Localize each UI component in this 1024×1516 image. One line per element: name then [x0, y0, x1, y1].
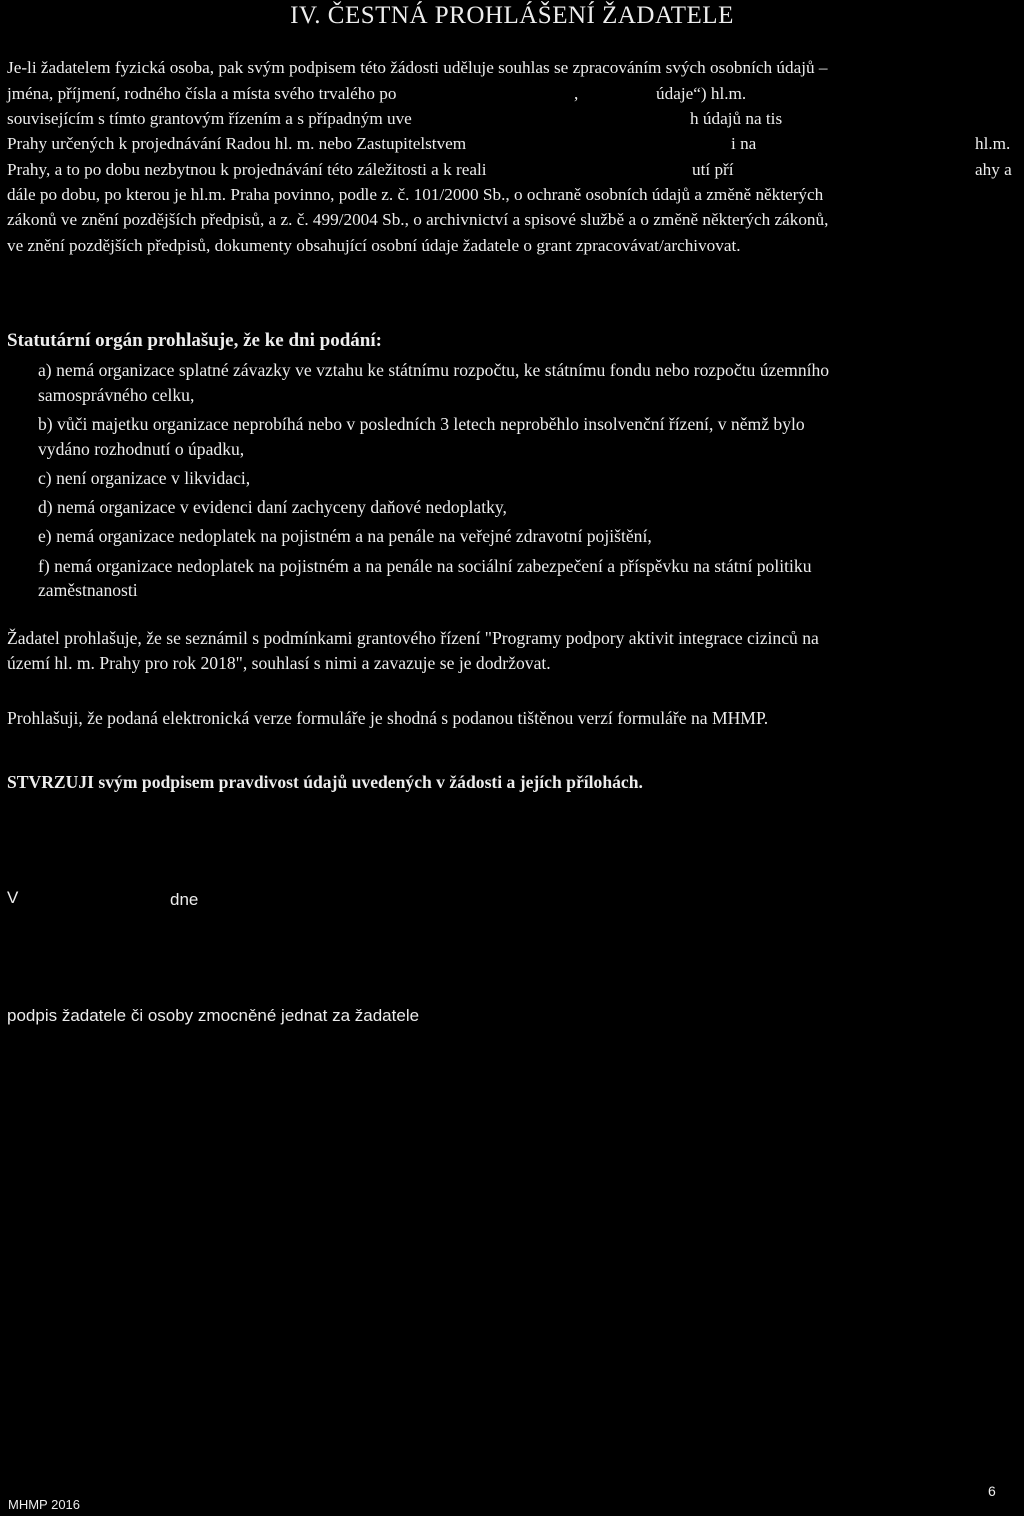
consent-line-3-part-1: souvisejícím s tímto grantovým řízením a s případným uve — [7, 109, 412, 128]
consent-line-4 — [7, 134, 1017, 156]
page-number: 6 — [988, 1483, 996, 1499]
date-label: dne — [170, 890, 199, 909]
confirmation-statement: STVRZUJI svým podpisem pravdivost údajů uvedených v žádosti a jejích přílohách. — [7, 772, 643, 792]
consent-line-5-part-3: ahy a — [975, 160, 1012, 179]
section-title: IV. ČESTNÁ PROHLÁŠENÍ ŽADATELE — [290, 2, 734, 29]
statutory-item-f: f) nemá organizace nedoplatek na pojistném a na penále na sociální zabezpečení a příspěvku na státní politiku — [38, 556, 812, 576]
applicant-declaration-line-2: území hl. m. Prahy pro rok 2018", souhlasí s nimi a zavazuje se je dodržovat. — [7, 653, 551, 673]
consent-line-4-part-3: hl.m. — [975, 134, 1011, 153]
consent-line-2-part-3: údaje“) hl.m. — [656, 84, 747, 103]
consent-line-5-part-2: utí pří — [692, 160, 734, 179]
consent-line-2-part-2: , — [574, 84, 579, 103]
statutory-item-a-cont: samosprávného celku, — [38, 385, 195, 405]
statutory-item-f-cont: zaměstnanosti — [38, 580, 138, 600]
signature-label: podpis žadatele či osoby zmocněné jednat za žadatele — [7, 1006, 420, 1025]
consent-line-8: ve znění pozdějších předpisů, dokumenty obsahující osobní údaje žadatele o grant zpracovávat/archivovat. — [7, 236, 741, 255]
consent-line-5-part-1: Prahy, a to po dobu nezbytnou k projednávání této záležitosti a k reali — [7, 160, 487, 179]
consent-line-3 — [7, 109, 1017, 131]
footer-label: MHMP 2016 — [8, 1497, 81, 1512]
consent-line-4-part-2: i na — [731, 134, 757, 153]
statutory-item-e: e) nemá organizace nedoplatek na pojistném a na penále na veřejné zdravotní pojištění, — [38, 526, 652, 546]
consent-line-2-part-1: jména, příjmení, rodného čísla a místa svého trvalého po — [7, 84, 397, 103]
consent-line-6: dále po dobu, po kterou je hl.m. Praha povinno, podle z. č. 101/2000 Sb., o ochraně osobních údajů a změně některých — [7, 185, 824, 204]
consent-line-2 — [7, 84, 1017, 106]
consent-line-5 — [7, 160, 1017, 182]
statutory-item-b: b) vůči majetku organizace neprobíhá nebo v posledních 3 letech neproběhlo insolvenční řízení, v němž bylo — [38, 414, 805, 434]
consent-line-1: Je-li žadatelem fyzická osoba, pak svým podpisem této žádosti uděluje souhlas se zpracováním svých osobních údajů – — [7, 58, 828, 77]
applicant-declaration-line-1: Žadatel prohlašuje, že se seznámil s podmínkami grantového řízení "Programy podpory aktivit integrace cizinců na — [7, 628, 819, 648]
consent-line-3-part-2: h údajů na tis — [690, 109, 783, 128]
consent-line-4-part-1: Prahy určených k projednávání Radou hl. m. nebo Zastupitelstvem — [7, 134, 467, 153]
electronic-version-declaration: Prohlašuji, že podaná elektronická verze formuláře je shodná s podanou tištěnou verzí formuláře na MHMP. — [7, 708, 769, 728]
place-label: V — [7, 888, 19, 907]
statutory-heading: Statutární orgán prohlašuje, že ke dni podání: — [7, 330, 382, 351]
statutory-item-b-cont: vydáno rozhodnutí o úpadku, — [38, 439, 245, 459]
statutory-item-c: c) není organizace v likvidaci, — [38, 468, 251, 488]
consent-line-7: zákonů ve znění pozdějších předpisů, a z. č. 499/2004 Sb., o archivnictví a spisové službě a o změně některých zákonů, — [7, 210, 829, 229]
statutory-item-a: a) nemá organizace splatné závazky ve vztahu ke státnímu rozpočtu, ke státnímu fondu nebo rozpočtu územního — [38, 360, 830, 380]
statutory-item-d: d) nemá organizace v evidenci daní zachyceny daňové nedoplatky, — [38, 497, 507, 517]
